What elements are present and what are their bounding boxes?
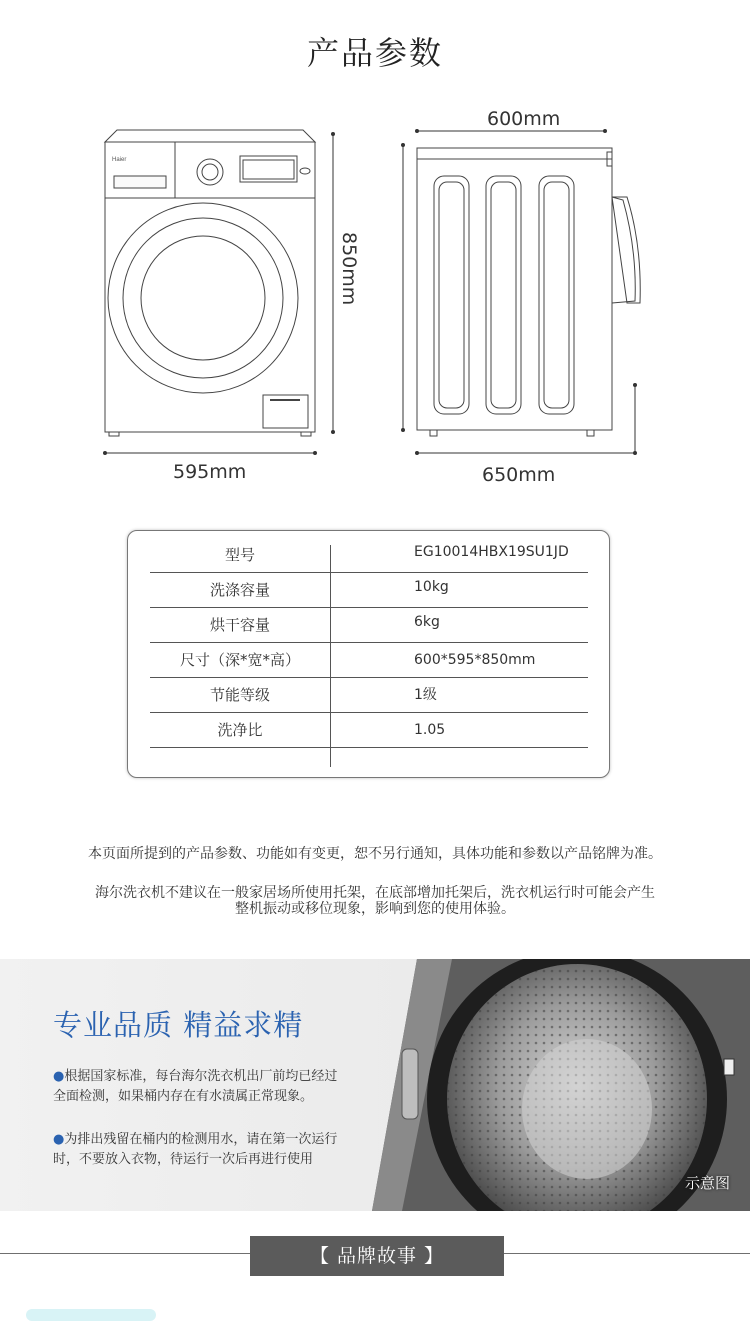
side-width-label: 600mm [487, 108, 561, 130]
front-width-label: 595mm [173, 461, 247, 483]
illustration-caption: 示意图 [684, 1174, 730, 1192]
banner-heading: 专业品质 精益求精 [53, 1008, 304, 1042]
bullet-1-line-1: 根据国家标准，每台海尔洗衣机出厂前均已经过 [64, 1069, 338, 1084]
banner-bullet-1 [53, 1067, 363, 1107]
washer-front-diagram [95, 120, 375, 465]
spec-value: EG10014HBX19SU1JD [414, 544, 569, 560]
divider-left [0, 1253, 250, 1254]
banner-bullet-2 [53, 1130, 363, 1170]
bullet-2-line-2: 时，不要放入衣物，待运行一次后再进行使用 [53, 1152, 314, 1167]
spec-table [127, 530, 610, 778]
spec-value: 6kg [414, 614, 440, 630]
bullet-1-line-2: 全面检测，如果桶内存在有水渍属正常现象。 [53, 1089, 314, 1104]
spec-value: 1.05 [414, 722, 446, 738]
spec-label: 烘干容量 [209, 616, 270, 634]
brand-story-tab[interactable]: 【 品牌故事 】 [250, 1236, 504, 1276]
washer-side-diagram [395, 125, 655, 465]
spec-row [150, 712, 588, 748]
spec-label: 型号 [224, 546, 255, 564]
height-label: 850mm [338, 232, 360, 306]
bracket-warning-line1: 海尔洗衣机不建议在一般家居场所使用托架，在底部增加托架后，洗衣机运行时可能会产生 [95, 885, 655, 901]
depth-label: 650mm [482, 464, 556, 486]
next-section-pill [26, 1309, 156, 1321]
spec-value: 10kg [414, 579, 449, 595]
spec-row [150, 677, 588, 713]
page-title: 产品参数 [306, 34, 443, 72]
bullet-2-line-1: 为排出残留在桶内的检测用水，请在第一次运行 [64, 1132, 338, 1147]
bullet-dot-icon: ● [53, 1132, 65, 1147]
spec-label: 尺寸（深*宽*高） [179, 651, 300, 669]
spec-row [150, 572, 588, 608]
disclaimer-note: 本页面所提到的产品参数、功能如有变更，恕不另行通知，具体功能和参数以产品铭牌为准。 [88, 846, 662, 862]
spec-label: 节能等级 [209, 686, 270, 704]
brand-logo-text: Haier [112, 157, 127, 163]
divider-right [504, 1253, 750, 1254]
spec-row [150, 537, 588, 573]
spec-row [150, 607, 588, 643]
quality-banner [0, 959, 750, 1211]
spec-label: 洗涤容量 [209, 581, 270, 599]
bullet-dot-icon: ● [53, 1069, 65, 1084]
spec-value: 600*595*850mm [414, 652, 536, 668]
spec-row [150, 642, 588, 678]
bracket-warning-line2: 整机振动或移位现象，影响到您的使用体验。 [235, 901, 515, 917]
spec-value: 1级 [414, 687, 437, 703]
spec-label: 洗净比 [217, 721, 263, 739]
